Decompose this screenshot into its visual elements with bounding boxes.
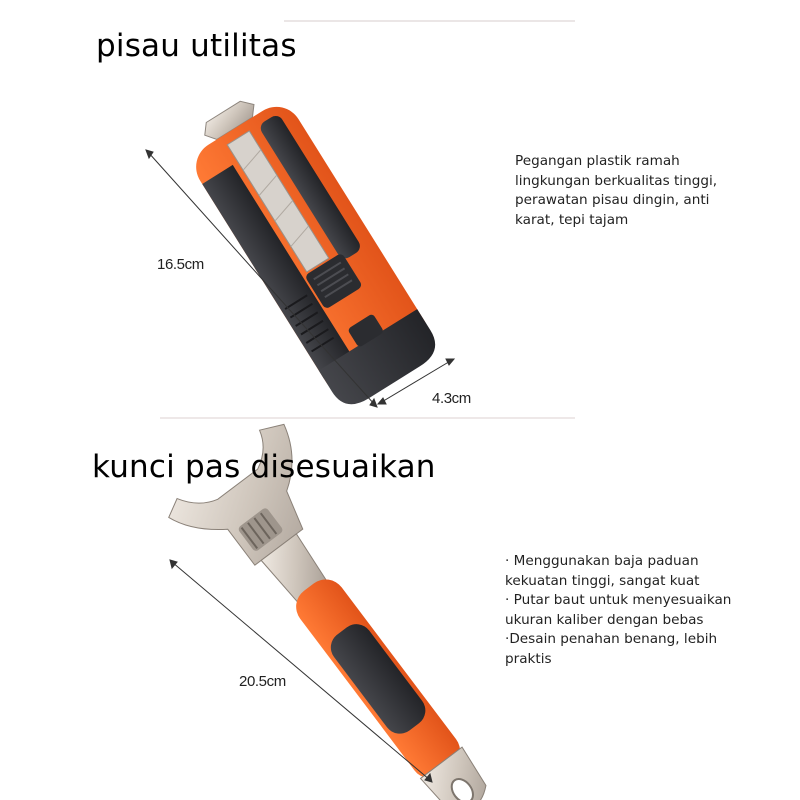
description-line: ukuran kaliber dengan bebas [505, 611, 704, 628]
description-line: ·Desain penahan benang, lebih [505, 631, 718, 647]
description-line: · Menggunakan baja paduan [505, 553, 699, 569]
wrench-description [505, 552, 790, 669]
description-line: perawatan pisau dingin, anti [515, 192, 710, 208]
description-line: · Putar baut untuk menyesuaikan [505, 592, 732, 608]
description-line: Pegangan plastik ramah [515, 153, 680, 169]
wrench-title: kunci pas disesuaikan [92, 449, 436, 485]
description-line: karat, tepi tajam [515, 211, 629, 228]
cutter-description [515, 152, 775, 230]
cutter-title: pisau utilitas [96, 28, 297, 64]
wrench-length-label: 20.5cm [239, 673, 286, 690]
cutter-width-label: 4.3cm [432, 390, 471, 407]
description-line: kekuatan tinggi, sangat kuat [505, 572, 700, 589]
description-line: lingkungan berkualitas tinggi, [515, 172, 718, 189]
cutter-length-label: 16.5cm [157, 256, 204, 273]
utility-knife-image [146, 80, 454, 413]
description-line: praktis [505, 650, 552, 667]
